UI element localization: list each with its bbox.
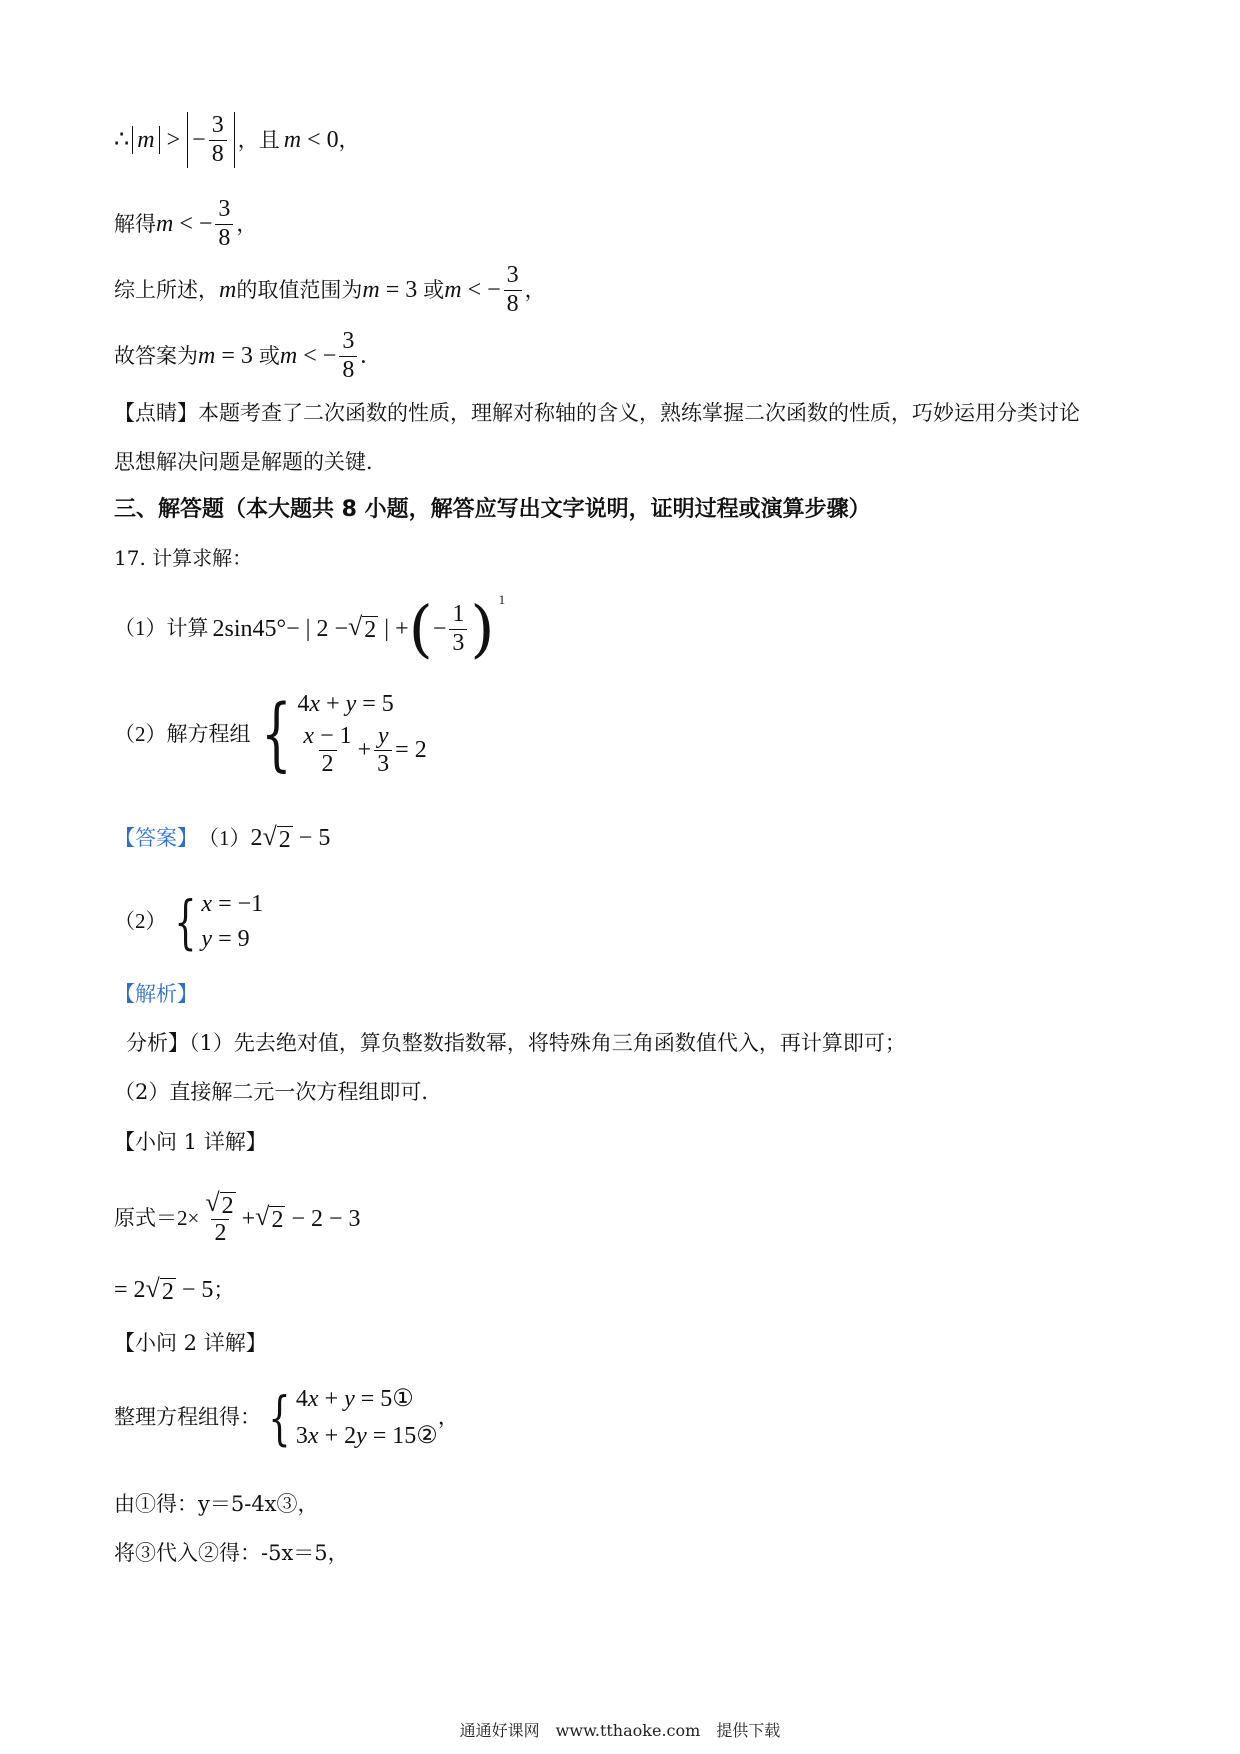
q17-part1: （1）计算 2sin45°− | 2 − √ 2 | + ( − $\frac{1}{3}$ ) 1 xyxy=(114,592,506,665)
analysis-line-2: （2）直接解二元一次方程组即可． xyxy=(114,1080,443,1104)
comma: ， xyxy=(437,1405,459,1430)
answer-label: 故答案为 xyxy=(114,343,198,368)
therefore-symbol: ∴ xyxy=(114,126,130,153)
jiexi-tag: 【解析】 xyxy=(114,982,198,1006)
analysis-line-1: 分析】（1）先去绝对值，算负整数指数幂，将特殊角三角函数值代入，再计算即可； xyxy=(126,1031,906,1055)
equation-system: { 4x + y = 5 $\frac{x - 1}{2}$ + $\frac{y}{3}$ = 2 xyxy=(260,687,427,781)
reorganized-system: { 4x + y = 5① 3x + 2y = 15② xyxy=(268,1383,438,1452)
comma: ， xyxy=(524,277,546,302)
range-text: 的取值范围为 xyxy=(236,277,363,302)
abs-m: m xyxy=(132,126,159,155)
part1-label: 原式＝2× xyxy=(114,1206,200,1231)
q17-part2-label: （2）解方程组 xyxy=(114,721,251,746)
part2-heading: 【小问 2 详解】 xyxy=(114,1331,267,1355)
answer-line: 【答案】 （1） 2 √ 2 − 5 xyxy=(114,822,331,853)
semicolon: ； xyxy=(213,1278,235,1303)
comma: ， xyxy=(338,127,360,152)
question-17: 17. 计算求解： xyxy=(114,546,253,570)
part1-heading: 【小问 1 详解】 xyxy=(114,1130,267,1154)
answer-tag: 【答案】 xyxy=(114,826,198,851)
line-abs-inequality: ∴ m > − $\frac{3}{8}$ ，且 m < 0 ， xyxy=(114,112,360,167)
part2-system-line xyxy=(114,1385,459,1451)
page-footer: 通通好课网 www.tthaoke.com 提供下载 xyxy=(459,1721,781,1740)
comma: ， xyxy=(236,211,258,236)
answer-2-label: （2） xyxy=(114,909,167,934)
answer-2-line xyxy=(114,887,264,956)
period: . xyxy=(360,342,367,369)
part2-step-2: 将③代入②得：-5x＝5， xyxy=(114,1541,349,1565)
part1-result: = 2 √ 2 − 5 ； xyxy=(114,1274,235,1305)
sqrt-2: √ 2 xyxy=(255,1202,284,1234)
section-heading: 三、解答题（本大题共 8 小题，解答应写出文字说明，证明过程或演算步骤） xyxy=(114,497,871,522)
solve-label: 解得 xyxy=(114,211,156,236)
part2-step-1: 由①得：y＝5-4x③， xyxy=(114,1492,319,1516)
abs-neg-three-eighths: − $\frac{3}{8}$ xyxy=(187,112,235,168)
q17-part2 xyxy=(114,687,427,781)
answer-1-label: （1） xyxy=(198,826,251,851)
line-summary: 综上所述， m 的取值范围为 m = 3 或 m < − $\frac{3}{8}$ ， xyxy=(114,262,546,317)
sqrt-2: √ 2 xyxy=(347,612,377,644)
summary-label: 综上所述， xyxy=(114,277,219,302)
q17-part1-label: （1）计算 xyxy=(114,616,209,641)
line-final-answer: 故答案为 m = 3 或 m < − $\frac{3}{8}$ . xyxy=(114,328,367,383)
dianjing-line-1: 【点睛】本题考查了二次函数的性质，理解对称轴的含义，熟练掌握二次函数的性质，巧妙运用分类讨论 xyxy=(114,401,1080,425)
sqrt-2: √ 2 xyxy=(262,822,291,853)
part2-label: 整理方程组得： xyxy=(114,1405,261,1430)
part1-expression: 原式＝2× √ 2 2 + √ 2 − 2 − 3 xyxy=(114,1188,361,1247)
or-text: 或 xyxy=(258,343,280,368)
or-text: 或 xyxy=(423,277,445,302)
and-text: ，且 xyxy=(237,127,280,152)
line-solve-m: 解得 m < − $\frac{3}{8}$ ， xyxy=(114,196,258,251)
sqrt-2: √ 2 xyxy=(145,1274,174,1305)
answer-system: { x = −1 y = 9 xyxy=(173,887,264,956)
dianjing-line-2: 思想解决问题是解题的关键． xyxy=(114,450,387,474)
